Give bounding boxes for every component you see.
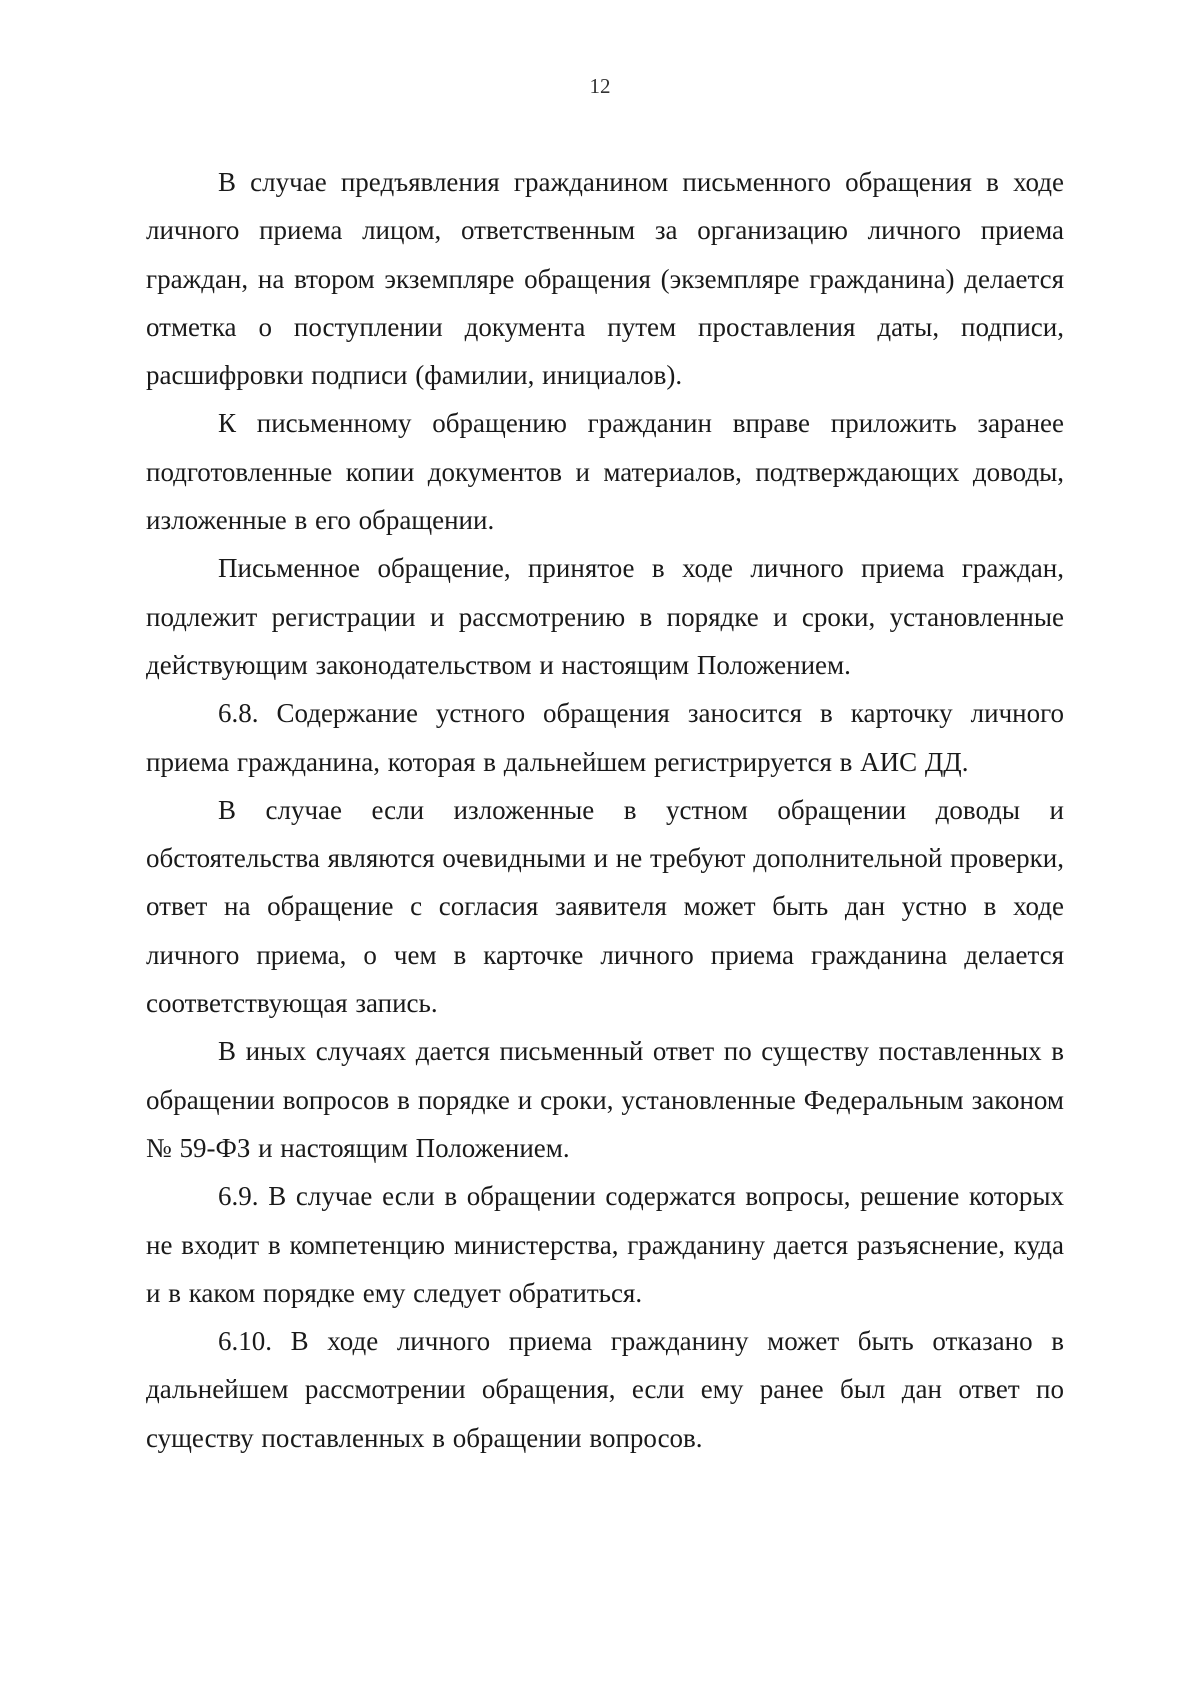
paragraph-6-10: 6.10. В ходе личного приема гражданину может быть отказано в дальнейшем рассмотрении обращения, если ему ранее был дан ответ по существу поставленных в обращении вопросов. (146, 1326, 1064, 1453)
paragraph-written-answer: В иных случаях дается письменный ответ по существу поставленных в обращении вопросов в порядке и сроки, установленные Федеральным законом № 59-ФЗ и настоящим Положением. (146, 1036, 1064, 1163)
paragraph-written-appeal-marking: В случае предъявления гражданином письменного обращения в ходе личного приема лицом, ответственным за организацию личного приема граждан, на втором экземпляре обращения (экземпляре гражданина) делается отметка о поступлении документа путем проставления даты, подписи, расшифровки подписи (фамилии, инициалов). (146, 167, 1064, 391)
document-body (146, 158, 1064, 1462)
paragraph-oral-answer: В случае если изложенные в устном обращении доводы и обстоятельства являются очевидными и не требуют дополнительной проверки, ответ на обращение с согласия заявителя может быть дан устно в ходе личного приема, о чем в карточке личного приема гражданина делается соответствующая запись. (146, 794, 1064, 1019)
paragraph-6-9: 6.9. В случае если в обращении содержатся вопросы, решение которых не входит в компетенцию министерства, гражданину дается разъяснение, куда и в каком порядке ему следует обратиться. (146, 1181, 1064, 1308)
page-number: 12 (589, 74, 611, 98)
paragraph-6-8: 6.8. Содержание устного обращения заносится в карточку личного приема гражданина, которая в дальнейшем регистрируется в АИС ДД. (146, 698, 1064, 777)
paragraph-attach-documents: К письменному обращению гражданин вправе приложить заранее подготовленные копии документов и материалов, подтверждающих доводы, изложенные в его обращении. (146, 408, 1064, 536)
paragraph-registration: Письменное обращение, принятое в ходе личного приема граждан, подлежит регистрации и рассмотрению в порядке и сроки, установленные действующим законодательством и настоящим Положением. (146, 553, 1064, 680)
